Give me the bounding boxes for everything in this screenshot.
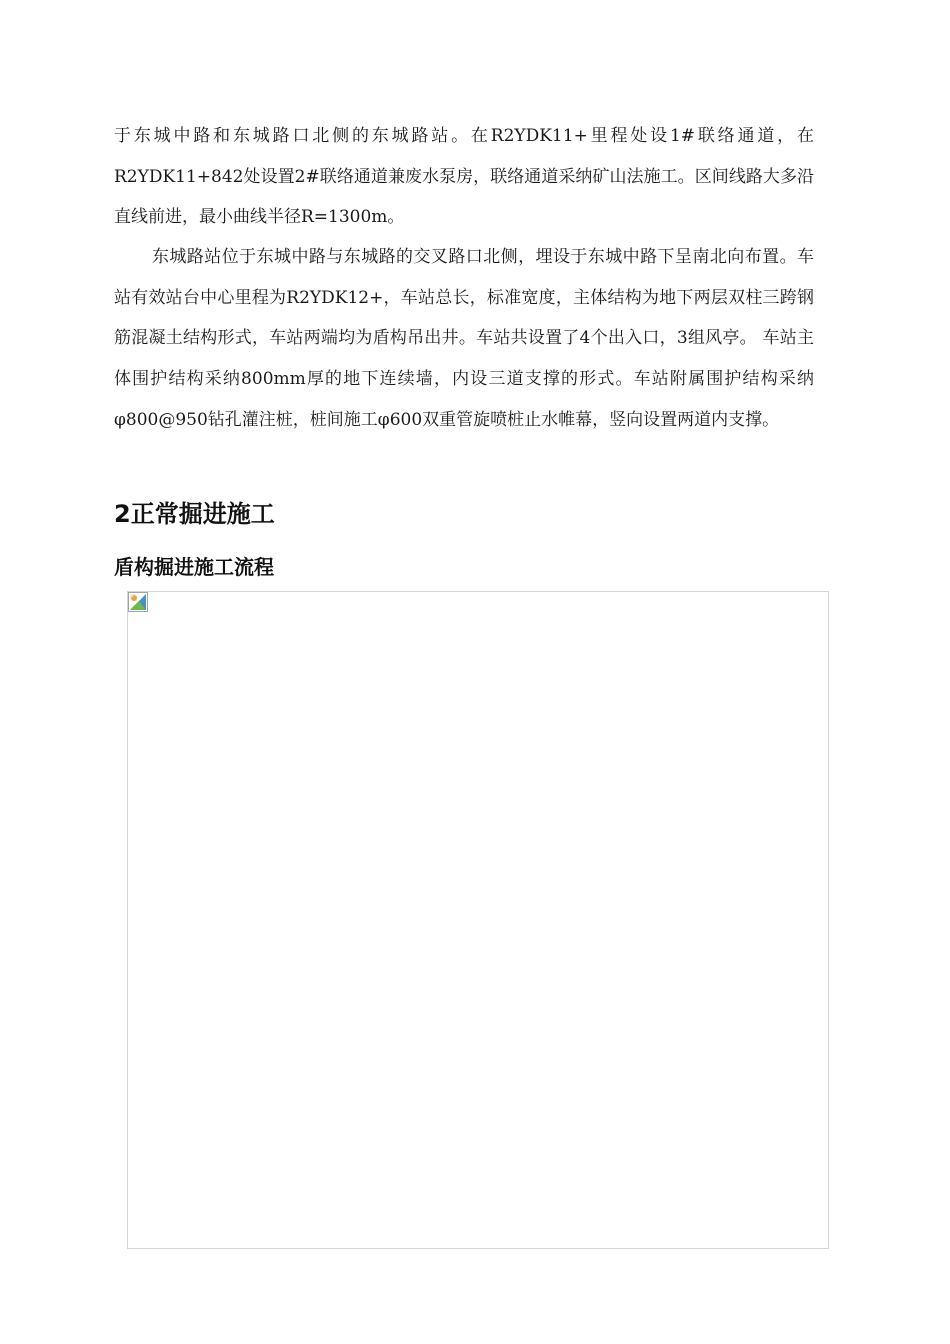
subsection-heading: 盾构掘进施工流程 [114, 555, 274, 579]
body-paragraph-1: 于东城中路和东城路口北侧的东城路站。在R2YDK11+里程处设1#联络通道，在R2YDK11+842处设置2#联络通道兼废水泵房，联络通道采纳矿山法施工。区间线路大多沿直线前进，最小曲线半径R=1300m。 [114, 126, 814, 228]
section-heading: 2正常掘进施工 [114, 500, 275, 528]
broken-image-icon [128, 592, 148, 612]
flowchart-image-placeholder [127, 591, 829, 1249]
body-paragraph-2: 东城路站位于东城中路与东城路的交叉路口北侧，埋设于东城中路下呈南北向布置。车站有效站台中心里程为R2YDK12+，车站总长，标准宽度，主体结构为地下两层双柱三跨钢筋混凝土结构形式，车站两端均为盾构吊出井。车站共设置了4个出入口，3组风亭。 车站主体围护结构采纳800mm厚的地下连续墙，内设三道支撑的形式。车站附属围护结构采纳φ800@950钻孔灌注桩，桩间施工φ600双重管旋喷桩止水帷幕，竖向设置两道内支撑。 [114, 247, 814, 430]
